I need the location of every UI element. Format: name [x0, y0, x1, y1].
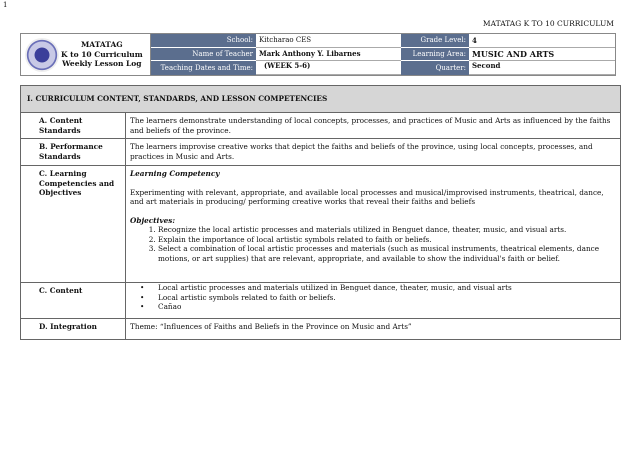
area-label: Learning Area: [401, 48, 469, 62]
row-text: Theme: “Influences of Faiths and Beliefs in the Province on Music and Arts” [130, 322, 412, 331]
table-row [21, 319, 620, 339]
logo-line: Weekly Lesson Log [62, 59, 142, 69]
quarter-label: Quarter: [401, 61, 469, 75]
row-label: D. Integration [21, 319, 126, 339]
row-label: B. Performance Standards [21, 139, 126, 165]
curriculum-table [20, 85, 621, 340]
school-label: School: [151, 34, 256, 48]
content-list [126, 283, 620, 318]
logo-line: MATATAG [81, 40, 123, 50]
logo-line: K to 10 Curriculum [61, 49, 143, 59]
table-row [21, 113, 620, 139]
objectives-heading: Objectives: [130, 215, 176, 225]
dates-label: Teaching Dates and Time: [151, 61, 256, 75]
table-row [21, 283, 620, 319]
row-text: The learners improvise creative works that depict the faiths and beliefs of the province, using local concepts, processes, and practices in Music and Arts. [130, 142, 593, 161]
content-item: • Local artistic symbols related to faith or beliefs. [158, 293, 620, 303]
area-value: MUSIC AND ARTS [469, 48, 615, 62]
objective-item: 2. Explain the importance of local artistic symbols related to faith or beliefs. [158, 235, 616, 245]
competency-heading: Learning Competency [130, 169, 220, 178]
competency-text: Experimenting with relevant, appropriate, and available local processes and musical/improvised instruments, theatrical, dance, and art materials in producing/ performing creative works that reveal their faiths and beliefs [130, 187, 604, 206]
page-number: 1 [3, 1, 8, 9]
content-item: • Local artistic processes and materials utilized in Benguet dance, theater, music, and visual arts [158, 283, 620, 293]
objective-item: 3. Select a combination of local artistic processes and materials (such as musical instruments, theatrical elements, dance motions, or art supplies) that are relevant, appropriate, and available to show the individual's faith or belief. [158, 244, 616, 263]
dates-value: (WEEK 5-6) [256, 61, 401, 75]
teacher-value: Mark Anthony Y. Libarnes [256, 48, 401, 62]
school-value: Kitcharao CES [256, 34, 401, 48]
table-row [21, 166, 620, 283]
section-title: I. CURRICULUM CONTENT, STANDARDS, AND LESSON COMPETENCIES [21, 86, 620, 113]
deped-seal-icon [25, 38, 59, 72]
table-row [21, 139, 620, 166]
row-label: C. Content [21, 283, 126, 318]
row-label: A. Content Standards [21, 113, 126, 138]
quarter-value: Second [469, 61, 615, 75]
content-item: • Cañao [158, 302, 620, 312]
curriculum-label: MATATAG K TO 10 CURRICULUM [482, 19, 614, 28]
header-table [20, 33, 616, 76]
row-text: The learners demonstrate understanding of local concepts, processes, and practices of Music and Arts as influenced by the faiths and beliefs of the province. [130, 116, 611, 135]
row-label: C. Learning Competencies and Objectives [21, 166, 126, 282]
teacher-label: Name of Teacher [151, 48, 256, 62]
objectives-list [130, 225, 616, 263]
grade-label: Grade Level: [401, 34, 469, 48]
logo-cell [21, 34, 151, 75]
grade-value: 4 [469, 34, 615, 48]
objective-item: 1. Recognize the local artistic processes and materials utilized in Benguet dance, theater, music, and visual arts. [158, 225, 616, 235]
